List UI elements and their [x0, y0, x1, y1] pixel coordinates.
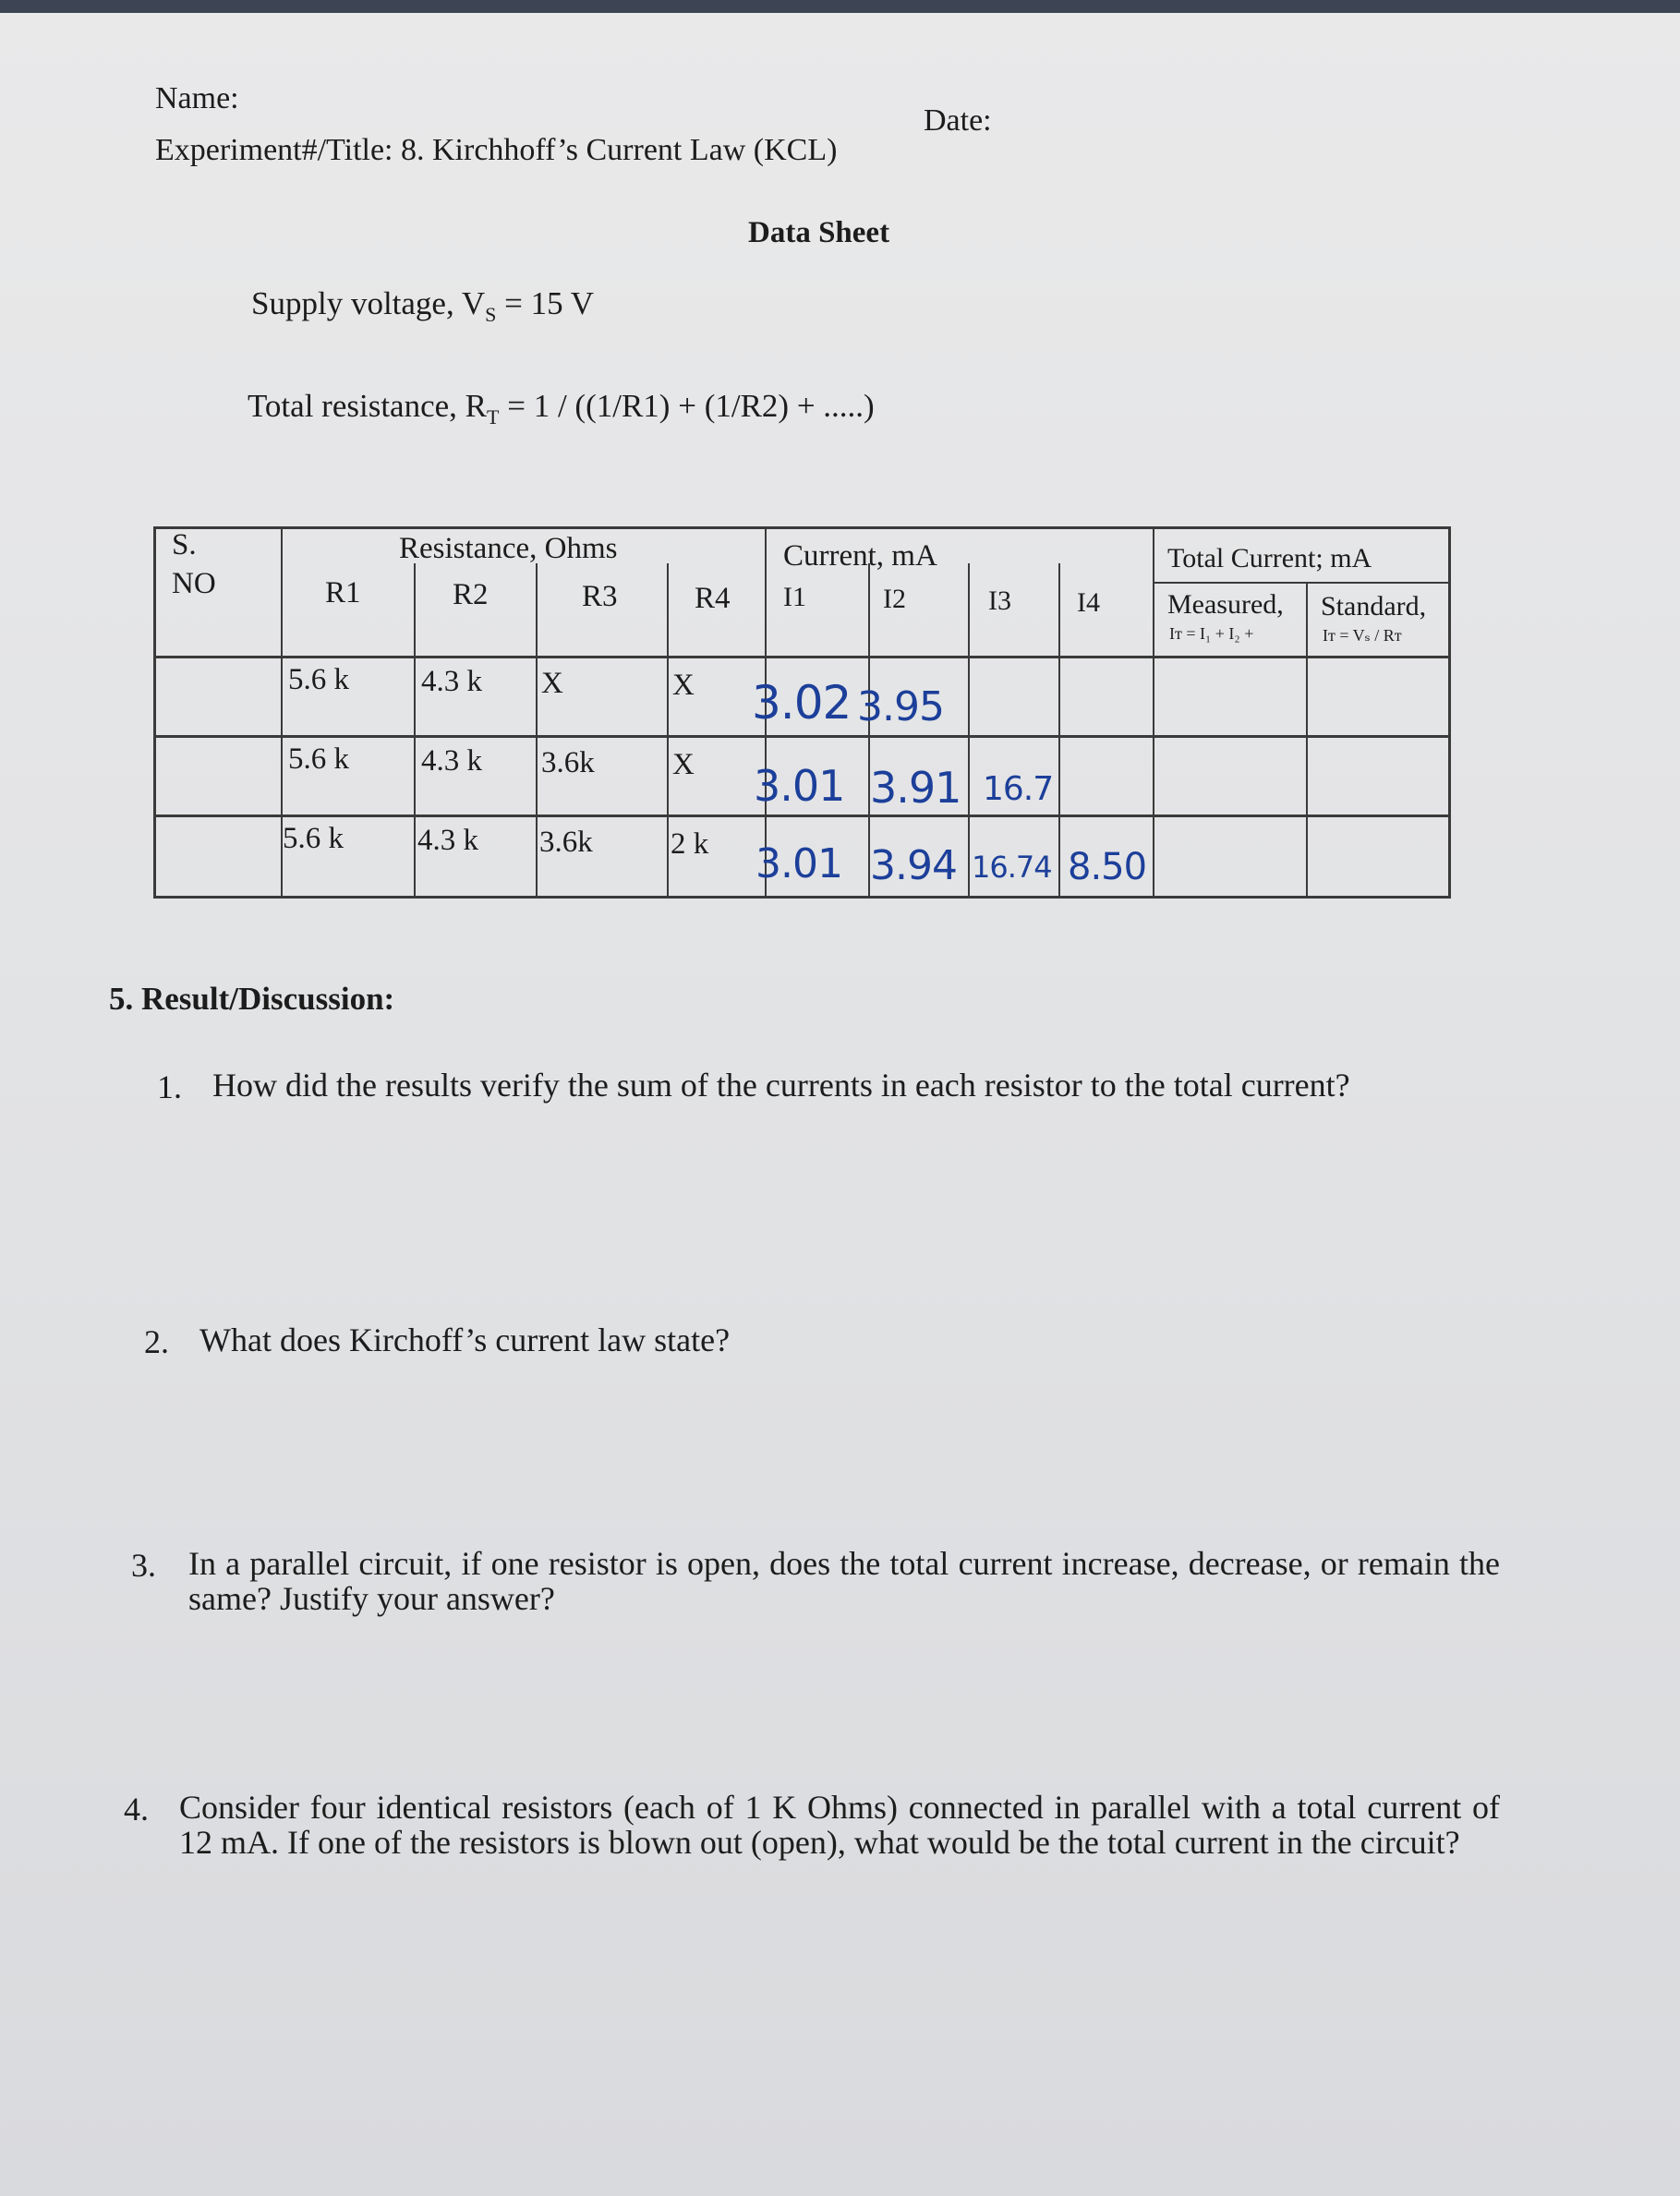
table-col-divider — [968, 563, 970, 899]
question-2-number: 2. — [144, 1323, 169, 1360]
col-header-i2: I2 — [883, 584, 906, 614]
supply-voltage-value: = 15 V — [504, 285, 594, 321]
row1-r3: X — [541, 667, 563, 700]
row1-r1: 5.6 k — [288, 663, 349, 696]
sno-header: S. — [172, 528, 197, 561]
table-subheader-divider — [1153, 582, 1451, 584]
standard-formula: Iᴛ = Vₛ / Rᴛ — [1323, 626, 1402, 645]
question-1-number: 1. — [157, 1068, 182, 1105]
supply-voltage-subscript: S — [485, 303, 497, 326]
row3-i2-handwritten: 3.94 — [870, 842, 957, 889]
table-row-divider — [153, 656, 1451, 658]
table-col-divider — [414, 563, 416, 899]
total-current-header: Total Current; mA — [1167, 543, 1372, 573]
col-header-i3: I3 — [988, 585, 1011, 616]
table-col-divider — [667, 563, 669, 899]
row2-i2-handwritten: 3.91 — [870, 763, 961, 813]
supply-voltage-label: Supply voltage, V — [251, 285, 486, 321]
row2-r2: 4.3 k — [421, 744, 482, 778]
row3-i3-handwritten: 16.74 — [972, 850, 1052, 885]
total-resistance-line — [248, 388, 875, 429]
row1-i2-handwritten: 3.95 — [857, 683, 944, 730]
col-header-r3: R3 — [582, 580, 618, 613]
supply-voltage-line — [251, 285, 594, 327]
standard-header: Standard, — [1321, 591, 1427, 621]
row1-i1-handwritten: 3.02 — [752, 676, 852, 730]
sno-header-no: NO — [172, 567, 216, 600]
table-col-divider — [1153, 526, 1154, 899]
measured-header: Measured, — [1167, 589, 1284, 620]
row2-r1: 5.6 k — [288, 742, 349, 776]
row2-r3: 3.6k — [541, 746, 595, 779]
resistance-group-header: Resistance, Ohms — [399, 532, 618, 565]
col-header-i4: I4 — [1077, 587, 1100, 618]
col-header-i1: I1 — [783, 582, 806, 612]
row3-r2: 4.3 k — [417, 824, 478, 857]
row3-r4: 2 k — [671, 827, 709, 861]
question-2-text: What does Kirchoff’s current law state? — [199, 1321, 731, 1358]
total-resistance-label: Total resistance, R — [248, 388, 487, 424]
col-header-r2: R2 — [453, 578, 489, 611]
data-table — [153, 526, 1451, 914]
col-header-r1: R1 — [325, 576, 361, 609]
date-label: Date: — [924, 103, 992, 138]
question-1-text: How did the results verify the sum of the currents in each resistor to the total current? — [212, 1067, 1350, 1104]
row3-r3: 3.6k — [539, 826, 593, 859]
worksheet-page — [0, 13, 1680, 2196]
question-4-number: 4. — [124, 1791, 149, 1828]
row3-r1: 5.6 k — [283, 822, 344, 855]
table-border-bottom — [153, 896, 1451, 899]
total-resistance-subscript: T — [487, 405, 500, 428]
result-discussion-heading: 5. Result/Discussion: — [109, 981, 395, 1017]
current-group-header: Current, mA — [783, 539, 937, 573]
question-3-text: In a parallel circuit, if one resistor is open, does the total current increase, decrease, or remain the same? Justify your answer? — [188, 1545, 1500, 1617]
total-resistance-formula: = 1 / ((1/R1) + (1/R2) + .....) — [499, 388, 875, 424]
table-row-divider — [153, 735, 1451, 738]
table-col-divider — [1058, 563, 1060, 899]
table-col-divider — [1306, 582, 1308, 899]
row1-r4: X — [672, 669, 695, 702]
table-col-divider — [536, 563, 538, 899]
col-header-r4: R4 — [695, 582, 731, 615]
row1-r2: 4.3 k — [421, 665, 482, 698]
row2-i1-handwritten: 3.01 — [754, 761, 845, 811]
table-border-right — [1448, 526, 1451, 899]
row2-i3-handwritten: 16.7 — [983, 770, 1054, 808]
question-3-number: 3. — [131, 1547, 156, 1584]
data-sheet-heading: Data Sheet — [748, 216, 890, 249]
name-label: Name: — [155, 81, 239, 115]
row3-i1-handwritten: 3.01 — [755, 840, 842, 887]
experiment-title: Experiment#/Title: 8. Kirchhoff’s Current Law (KCL) — [155, 133, 838, 167]
table-row-divider — [153, 814, 1451, 817]
top-edge-bar — [0, 0, 1680, 13]
row3-i4-handwritten: 8.50 — [1068, 846, 1147, 888]
row2-r4: X — [672, 748, 695, 781]
measured-formula: Iᴛ = I₁ + I₂ + — [1169, 624, 1254, 643]
table-border-left — [153, 526, 156, 899]
question-4-text: Consider four identical resistors (each of 1 K Ohms) connected in parallel with a total current of 12 mA. If one of the resistors is blown out (open), what would be the total current in the circuit? — [179, 1789, 1500, 1861]
table-border-top — [153, 526, 1451, 529]
